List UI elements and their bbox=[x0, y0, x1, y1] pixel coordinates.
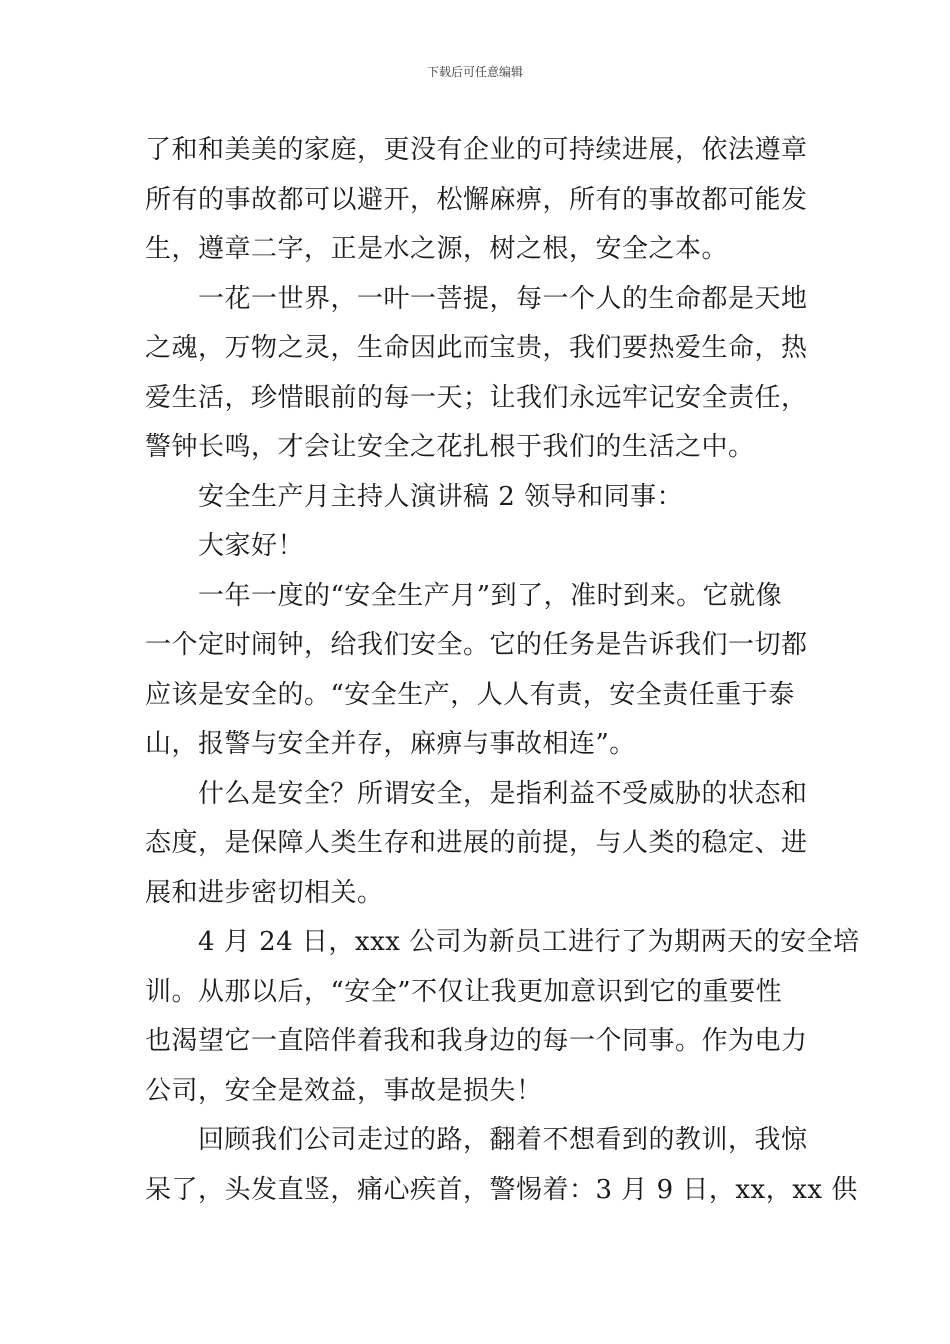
text-line: 4 月 24 日，xxx 公司为新员工进行了为期两天的安全培 bbox=[198, 927, 860, 957]
text-line: 一个定时闹钟，给我们安全。它的任务是告诉我们一切都 bbox=[145, 630, 808, 660]
text-line: 应该是安全的。“安全生产，人人有责，安全责任重于泰 bbox=[145, 679, 795, 710]
text-line: 生，遵章二字，正是水之源，树之根，安全之本。 bbox=[145, 234, 729, 264]
text-line: 之魂，万物之灵，生命因此而宝贵，我们要热爱生命，热 bbox=[145, 333, 808, 363]
text-line: 什么是安全？所谓安全，是指利益不受威胁的状态和 bbox=[198, 778, 808, 809]
text-line: 训。从那以后，“安全”不仅让我更加意识到它的重要性 bbox=[145, 976, 783, 1007]
text-line: 呆了，头发直竖，痛心疾首，警惕着：3 月 9 日，xx，xx 供 bbox=[145, 1174, 858, 1205]
text-line: 爱生活，珍惜眼前的每一天；让我们永远牢记安全责任， bbox=[145, 382, 808, 413]
text-line: 展和进步密切相关。 bbox=[145, 877, 384, 908]
text-line: 一年一度的“安全生产月”到了，准时到来。它就像 bbox=[198, 580, 783, 611]
text-line: 所有的事故都可以避开，松懈麻痹，所有的事故都可能发 bbox=[145, 184, 808, 215]
document-body bbox=[145, 126, 860, 1215]
text-line: 安全生产月主持人演讲稿 2 领导和同事： bbox=[198, 481, 684, 512]
text-line: 警钟长鸣，才会让安全之花扎根于我们的生活之中。 bbox=[145, 432, 755, 462]
text-line: 山，报警与安全并存，麻痹与事故相连”。 bbox=[145, 729, 636, 759]
text-line: 大家好！ bbox=[198, 531, 305, 561]
text-line: 公司，安全是效益，事故是损失！ bbox=[145, 1075, 543, 1106]
text-line: 了和和美美的家庭，更没有企业的可持续进展，依法遵章 bbox=[145, 135, 808, 165]
text-line: 也渴望它一直陪伴着我和我身边的每一个同事。作为电力 bbox=[145, 1026, 808, 1056]
page-header: 下载后可任意编辑 bbox=[426, 65, 523, 79]
text-line: 态度，是保障人类生存和进展的前提，与人类的稳定、进 bbox=[145, 828, 808, 858]
text-line: 一花一世界，一叶一菩提，每一个人的生命都是天地 bbox=[198, 283, 808, 314]
text-line: 回顾我们公司走过的路，翻着不想看到的教训，我惊 bbox=[198, 1125, 808, 1155]
